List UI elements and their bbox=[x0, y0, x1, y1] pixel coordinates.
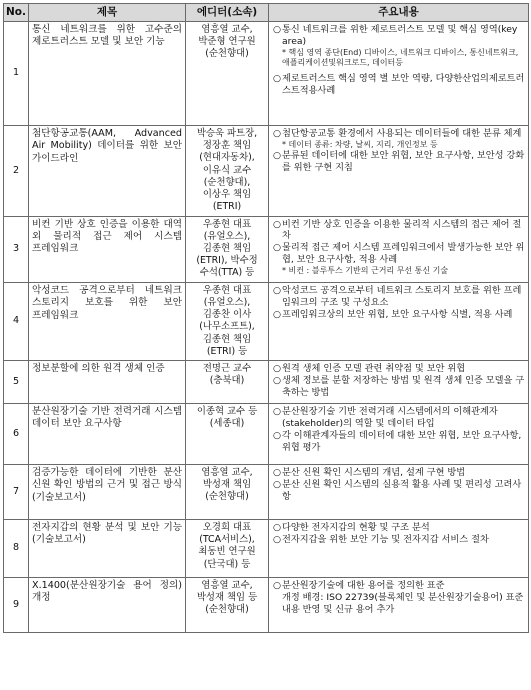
row-editor: 염흥열 교수, 박성재 책임 등(순천향대) bbox=[186, 577, 269, 632]
content-item bbox=[272, 592, 525, 616]
table-row bbox=[4, 216, 529, 282]
row-title: X.1400(분산원장기술 용어 정의) 개정 bbox=[29, 577, 186, 632]
circle-bullet-icon: ○ bbox=[272, 24, 282, 35]
row-content bbox=[269, 216, 529, 282]
row-number: 1 bbox=[4, 22, 29, 126]
table-row bbox=[4, 360, 529, 403]
content-note: * 비컨 : 블루투스 기반의 근거리 무선 통신 기술 bbox=[282, 266, 449, 276]
row-editor: 우종현 대표(유얼오스), 김종현 책임(ETRI), 박수정 수석(TTA) 등 bbox=[186, 216, 269, 282]
row-editor: 염흥열 교수, 박성재 책임(순천향대) bbox=[186, 464, 269, 519]
circle-bullet-icon: ○ bbox=[272, 308, 282, 320]
row-title: 통신 네트워크를 위한 고수준의 제로트러스트 모델 및 보안 기능 bbox=[29, 22, 186, 126]
row-number: 3 bbox=[4, 216, 29, 282]
header-title: 제목 bbox=[29, 4, 186, 22]
content-item bbox=[272, 580, 525, 592]
table-row bbox=[4, 577, 529, 632]
content-item bbox=[272, 242, 525, 266]
row-editor: 이종혁 교수 등(세종대) bbox=[186, 403, 269, 464]
circle-bullet-icon: ○ bbox=[272, 374, 282, 386]
content-item bbox=[272, 128, 525, 140]
circle-bullet-icon: ○ bbox=[272, 478, 282, 490]
content-text: 분산원장기술에 대한 용어를 정의한 표준 bbox=[282, 579, 445, 591]
row-content bbox=[269, 360, 529, 403]
header-editor: 에디터(소속) bbox=[186, 4, 269, 22]
table-row bbox=[4, 464, 529, 519]
content-text: 분류된 데이터에 대한 보안 위협, 보안 요구사항, 보안성 강화를 위한 구현 지침 bbox=[282, 150, 525, 174]
content-text: 전자지갑을 위한 보안 기능 및 전자지갑 서비스 절차 bbox=[282, 533, 489, 545]
table-row bbox=[4, 22, 529, 126]
standards-table bbox=[3, 3, 529, 633]
content-text: 분산 신원 확인 시스템의 개념, 설계 구현 방법 bbox=[282, 466, 466, 478]
content-text: 생체 정보를 분할 저장하는 방법 및 원격 생체 인증 모델을 구축하는 방법 bbox=[282, 374, 525, 398]
content-item bbox=[272, 375, 525, 399]
content-item bbox=[272, 219, 525, 243]
circle-bullet-icon: ○ bbox=[272, 218, 282, 230]
content-text: 원격 생체 인증 모델 관련 취약점 및 보안 위협 bbox=[282, 362, 466, 374]
content-item bbox=[272, 479, 525, 503]
content-text: 물리적 접근 제어 시스템 프레임워크에서 발생가능한 보안 위협, 보안 요구사항, 적용 사례 bbox=[282, 242, 525, 266]
header-no: No. bbox=[4, 4, 29, 22]
content-item bbox=[272, 406, 525, 430]
circle-bullet-icon: ○ bbox=[272, 521, 282, 533]
circle-bullet-icon: ○ bbox=[272, 429, 282, 441]
circle-bullet-icon: ○ bbox=[272, 466, 282, 478]
table-row bbox=[4, 403, 529, 464]
row-number: 8 bbox=[4, 519, 29, 577]
row-content bbox=[269, 282, 529, 360]
circle-bullet-icon: ○ bbox=[272, 533, 282, 545]
header-row bbox=[4, 4, 529, 22]
row-content bbox=[269, 403, 529, 464]
row-number: 5 bbox=[4, 360, 29, 403]
content-text: 비컨 기반 상호 인증을 이용한 물리적 시스템의 접근 제어 절차 bbox=[282, 218, 522, 242]
content-text: 악성코드 공격으로부터 네트워크 스토리지 보호를 위한 프레임워크의 구조 및 구성요소 bbox=[282, 284, 522, 308]
row-title: 비컨 기반 상호 인증을 이용한 대역 외 물리적 접근 제어 시스템 프레임워크 bbox=[29, 216, 186, 282]
row-title: 첨단항공교통(AAM, Advanced Air Mobility) 데이터를 위한 보안 가이드라인 bbox=[29, 126, 186, 217]
circle-bullet-icon: ○ bbox=[272, 242, 282, 254]
table-body bbox=[4, 22, 529, 633]
content-note: * 핵심 영역 종단(End) 디바이스, 네트워크 디바이스, 통신네트워크, 애플리케이션및워크로드, 데이터등 bbox=[282, 47, 519, 68]
row-content bbox=[269, 126, 529, 217]
circle-bullet-icon: ○ bbox=[272, 72, 282, 84]
content-item bbox=[272, 430, 525, 454]
content-text: 첨단항공교통 환경에서 사용되는 데이터들에 대한 분류 체계 bbox=[282, 128, 522, 139]
row-number: 6 bbox=[4, 403, 29, 464]
content-text: 프레임워크상의 보안 위협, 보안 요구사항 식별, 적용 사례 bbox=[282, 308, 513, 320]
content-text: 분산 신원 확인 시스템의 실용적 활용 사례 및 편리성 고려사항 bbox=[282, 478, 522, 502]
row-number: 7 bbox=[4, 464, 29, 519]
content-item bbox=[272, 150, 525, 174]
row-number: 9 bbox=[4, 577, 29, 632]
circle-bullet-icon: ○ bbox=[272, 150, 282, 162]
row-content bbox=[269, 577, 529, 632]
row-editor: 오경희 대표(TCA서비스), 최동빈 연구원(단국대) 등 bbox=[186, 519, 269, 577]
row-number: 4 bbox=[4, 282, 29, 360]
content-text: 개정 배경: ISO 22739(블록체인 및 분산원장기술용어) 표준 내용 반영 및 신규 용어 추가 bbox=[282, 591, 524, 615]
circle-bullet-icon: ○ bbox=[272, 128, 282, 139]
row-editor: 전명근 교수(충북대) bbox=[186, 360, 269, 403]
table-row bbox=[4, 282, 529, 360]
content-text: 다양한 전자지갑의 현황 및 구조 분석 bbox=[282, 521, 430, 533]
row-title: 검증가능한 데이터에 기반한 분산 신원 확인 방법의 근거 및 접근 방식(기술보고서) bbox=[29, 464, 186, 519]
circle-bullet-icon: ○ bbox=[272, 284, 282, 296]
content-text: 통신 네트워크를 위한 제로트러스트 모델 및 핵심 영역(key area) bbox=[282, 24, 518, 47]
content-item bbox=[272, 534, 525, 546]
content-text: 각 이해관계자들의 데이터에 대한 보안 위협, 보안 요구사항, 위협 평가 bbox=[282, 429, 522, 453]
row-editor: 염흥열 교수, 박준형 연구원(순천향대) bbox=[186, 22, 269, 126]
circle-bullet-icon: ○ bbox=[272, 362, 282, 374]
content-item bbox=[272, 522, 525, 534]
row-title: 정보분할에 의한 원격 생체 인증 bbox=[29, 360, 186, 403]
row-editor: 우종현 대표(유얼오스), 김종찬 이사 (나무소프트), 김종현 책임(ETRI) 등 bbox=[186, 282, 269, 360]
row-title: 악성코드 공격으로부터 네트워크 스토리지 보호를 위한 보안 프레임워크 bbox=[29, 282, 186, 360]
header-content: 주요내용 bbox=[269, 4, 529, 22]
table-row bbox=[4, 126, 529, 217]
content-text: 분산원장기술 기반 전력거래 시스템에서의 이해관계자(stakeholder)의 역할 및 데이터 타입 bbox=[282, 405, 498, 429]
row-title: 전자지갑의 현황 분석 및 보안 기능(기술보고서) bbox=[29, 519, 186, 577]
row-content bbox=[269, 464, 529, 519]
content-item bbox=[272, 309, 525, 321]
row-title: 분산원장기술 기반 전력거래 시스템 데이터 보안 요구사항 bbox=[29, 403, 186, 464]
content-item bbox=[272, 467, 525, 479]
content-item bbox=[272, 285, 525, 309]
row-number: 2 bbox=[4, 126, 29, 217]
content-note: * 데이터 종류: 차량, 날씨, 지리, 개인정보 등 bbox=[282, 139, 438, 149]
circle-bullet-icon: ○ bbox=[272, 405, 282, 417]
content-item bbox=[272, 363, 525, 375]
row-editor: 박승욱 파트장, 정장훈 책임(현대자동차), 이유식 교수(순천향대), 이상우 책임(ETRI) bbox=[186, 126, 269, 217]
content-text: 제로트러스트 핵심 영역 별 보안 역량, 다양한산업의제로트러스트적용사례 bbox=[282, 72, 525, 96]
row-content bbox=[269, 519, 529, 577]
content-item bbox=[272, 73, 525, 97]
table-row bbox=[4, 519, 529, 577]
circle-bullet-icon: ○ bbox=[272, 579, 282, 591]
row-content bbox=[269, 22, 529, 126]
content-item bbox=[272, 24, 525, 48]
